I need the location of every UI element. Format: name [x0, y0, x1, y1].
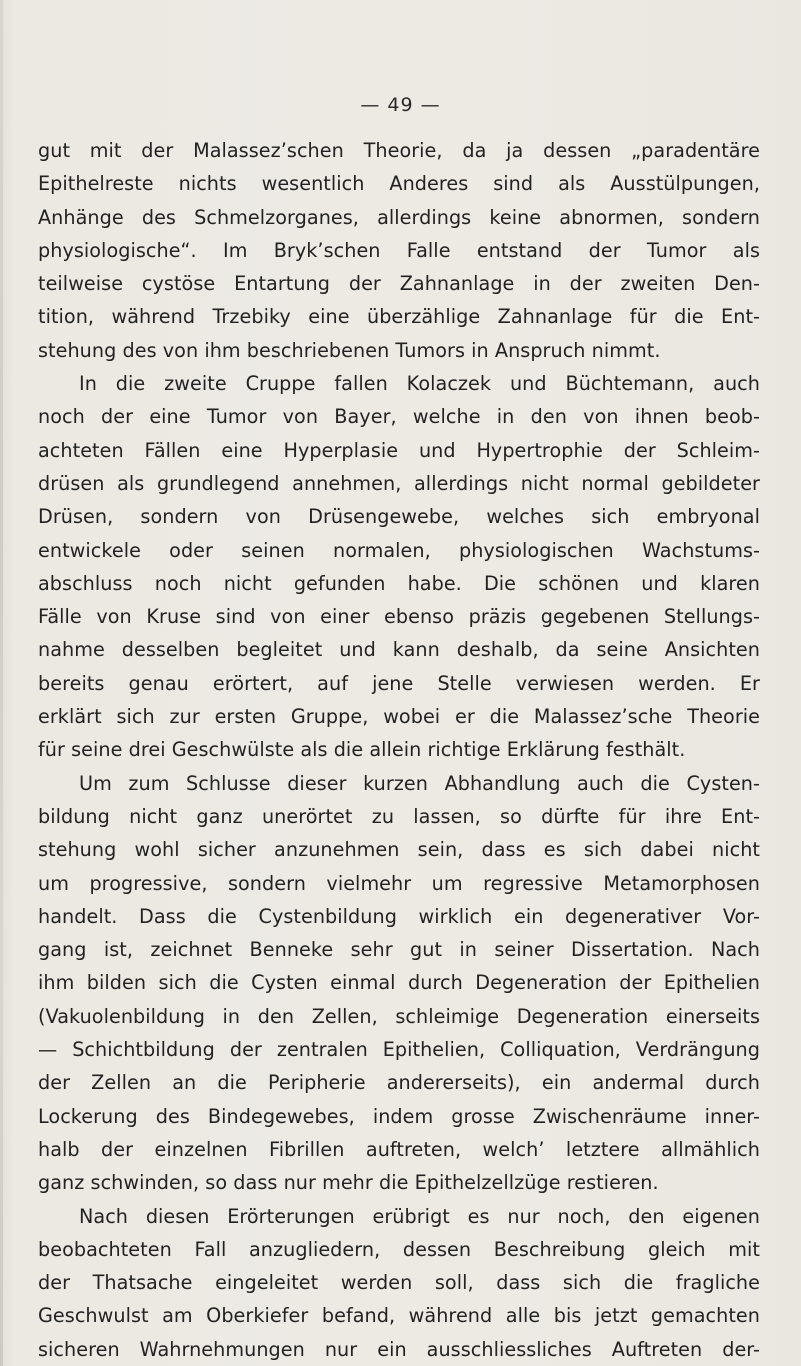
text-line: gut mit der Malassez’schen Theorie, da ja dessen „paradentäre: [38, 139, 760, 162]
paragraph-start: In die zweite Cruppe fallen Kolaczek und Büchtemann, auch: [79, 372, 760, 396]
text-line: nahme desselben begleitet und kann deshalb, da seine Ansichten: [38, 638, 760, 662]
text-line: teilweise cystöse Entartung der Zahnanlage in der zweiten Den-: [38, 272, 760, 296]
text-line: entwickele oder seinen normalen, physiologischen Wachstums-: [38, 538, 760, 562]
text-line: um progressive, sondern vielmehr um regressive Metamorphosen: [38, 871, 760, 895]
text-line: erklärt sich zur ersten Gruppe, wobei er die Malassez’sche Theorie: [38, 705, 760, 729]
text-line: Anhänge des Schmelzorganes, allerdings keine abnormen, sondern: [38, 205, 760, 229]
text-line: physiologische“. Im Bryk’schen Falle entstand der Tumor als: [38, 238, 760, 262]
text-line: halb der einzelnen Fibrillen auftreten, welch’ letztere allmählich: [38, 1137, 760, 1161]
text-line: handelt. Dass die Cystenbildung wirklich ein degenerativer Vor-: [38, 904, 760, 928]
text-line: achteten Fällen eine Hyperplasie und Hypertrophie der Schleim-: [38, 438, 760, 462]
text-line: stehung wohl sicher anzunehmen sein, dass es sich dabei nicht: [38, 838, 760, 862]
text-line: Epithelreste nichts wesentlich Anderes sind als Ausstülpungen,: [38, 172, 760, 196]
text-line: drüsen als grundlegend annehmen, allerdings nicht normal gebildeter: [38, 471, 760, 495]
text-line: Lockerung des Bindegewebes, indem grosse Zwischenräume inner-: [38, 1104, 760, 1128]
text-line: bereits genau erörtert, auf jene Stelle verwiesen werden. Er: [38, 671, 760, 695]
text-line: ihm bilden sich die Cysten einmal durch Degeneration der Epithelien: [38, 971, 760, 995]
text-line: stehung des von ihm beschriebenen Tumors in Anspruch nimmt.: [38, 338, 661, 362]
text-line: für seine drei Geschwülste als die allein richtige Erklärung festhält.: [38, 738, 686, 762]
text-line: der Zellen an die Peripherie andererseits), ein andermal durch: [38, 1071, 760, 1095]
paragraph-start: Um zum Schlusse dieser kurzen Abhandlung auch die Cysten-: [79, 771, 760, 795]
text-line: tition, während Trzebiky eine überzählige Zahnanlage für die Ent-: [38, 305, 760, 329]
text-line: gang ist, zeichnet Benneke sehr gut in seiner Dissertation. Nach: [38, 938, 760, 962]
text-line: — Schichtbildung der zentralen Epithelien, Colliquation, Verdrängung: [38, 1038, 760, 1062]
text-line: (Vakuolenbildung in den Zellen, schleimige Degeneration einerseits: [38, 1004, 760, 1028]
page-number: — 49 —: [360, 94, 441, 116]
body-text: [38, 134, 760, 1366]
text-line: Drüsen, sondern von Drüsengewebe, welches sich embryonal: [38, 505, 760, 529]
text-line: sicheren Wahrnehmungen nur ein ausschliessliches Auftreten der-: [38, 1337, 760, 1361]
text-line: abschluss noch nicht gefunden habe. Die schönen und klaren: [38, 571, 760, 595]
text-line: beobachteten Fall anzugliedern, dessen Beschreibung gleich mit: [38, 1237, 760, 1261]
text-line: noch der eine Tumor von Bayer, welche in den von ihnen beob-: [38, 405, 760, 429]
paragraph-start: Nach diesen Erörterungen erübrigt es nur noch, den eigenen: [79, 1204, 760, 1228]
page-edge-shadow: [0, 0, 3, 1366]
text-line: bildung nicht ganz unerörtet zu lassen, so dürfte für ihre Ent-: [38, 804, 760, 828]
text-line: Fälle von Kruse sind von einer ebenso präzis gegebenen Stellungs-: [38, 605, 760, 629]
text-line: Geschwulst am Oberkiefer befand, während alle bis jetzt gemachten: [38, 1304, 760, 1328]
text-line: der Thatsache eingeleitet werden soll, dass sich die fragliche: [38, 1271, 760, 1295]
text-line: ganz schwinden, so dass nur mehr die Epithelzellzüge restieren.: [38, 1171, 659, 1195]
